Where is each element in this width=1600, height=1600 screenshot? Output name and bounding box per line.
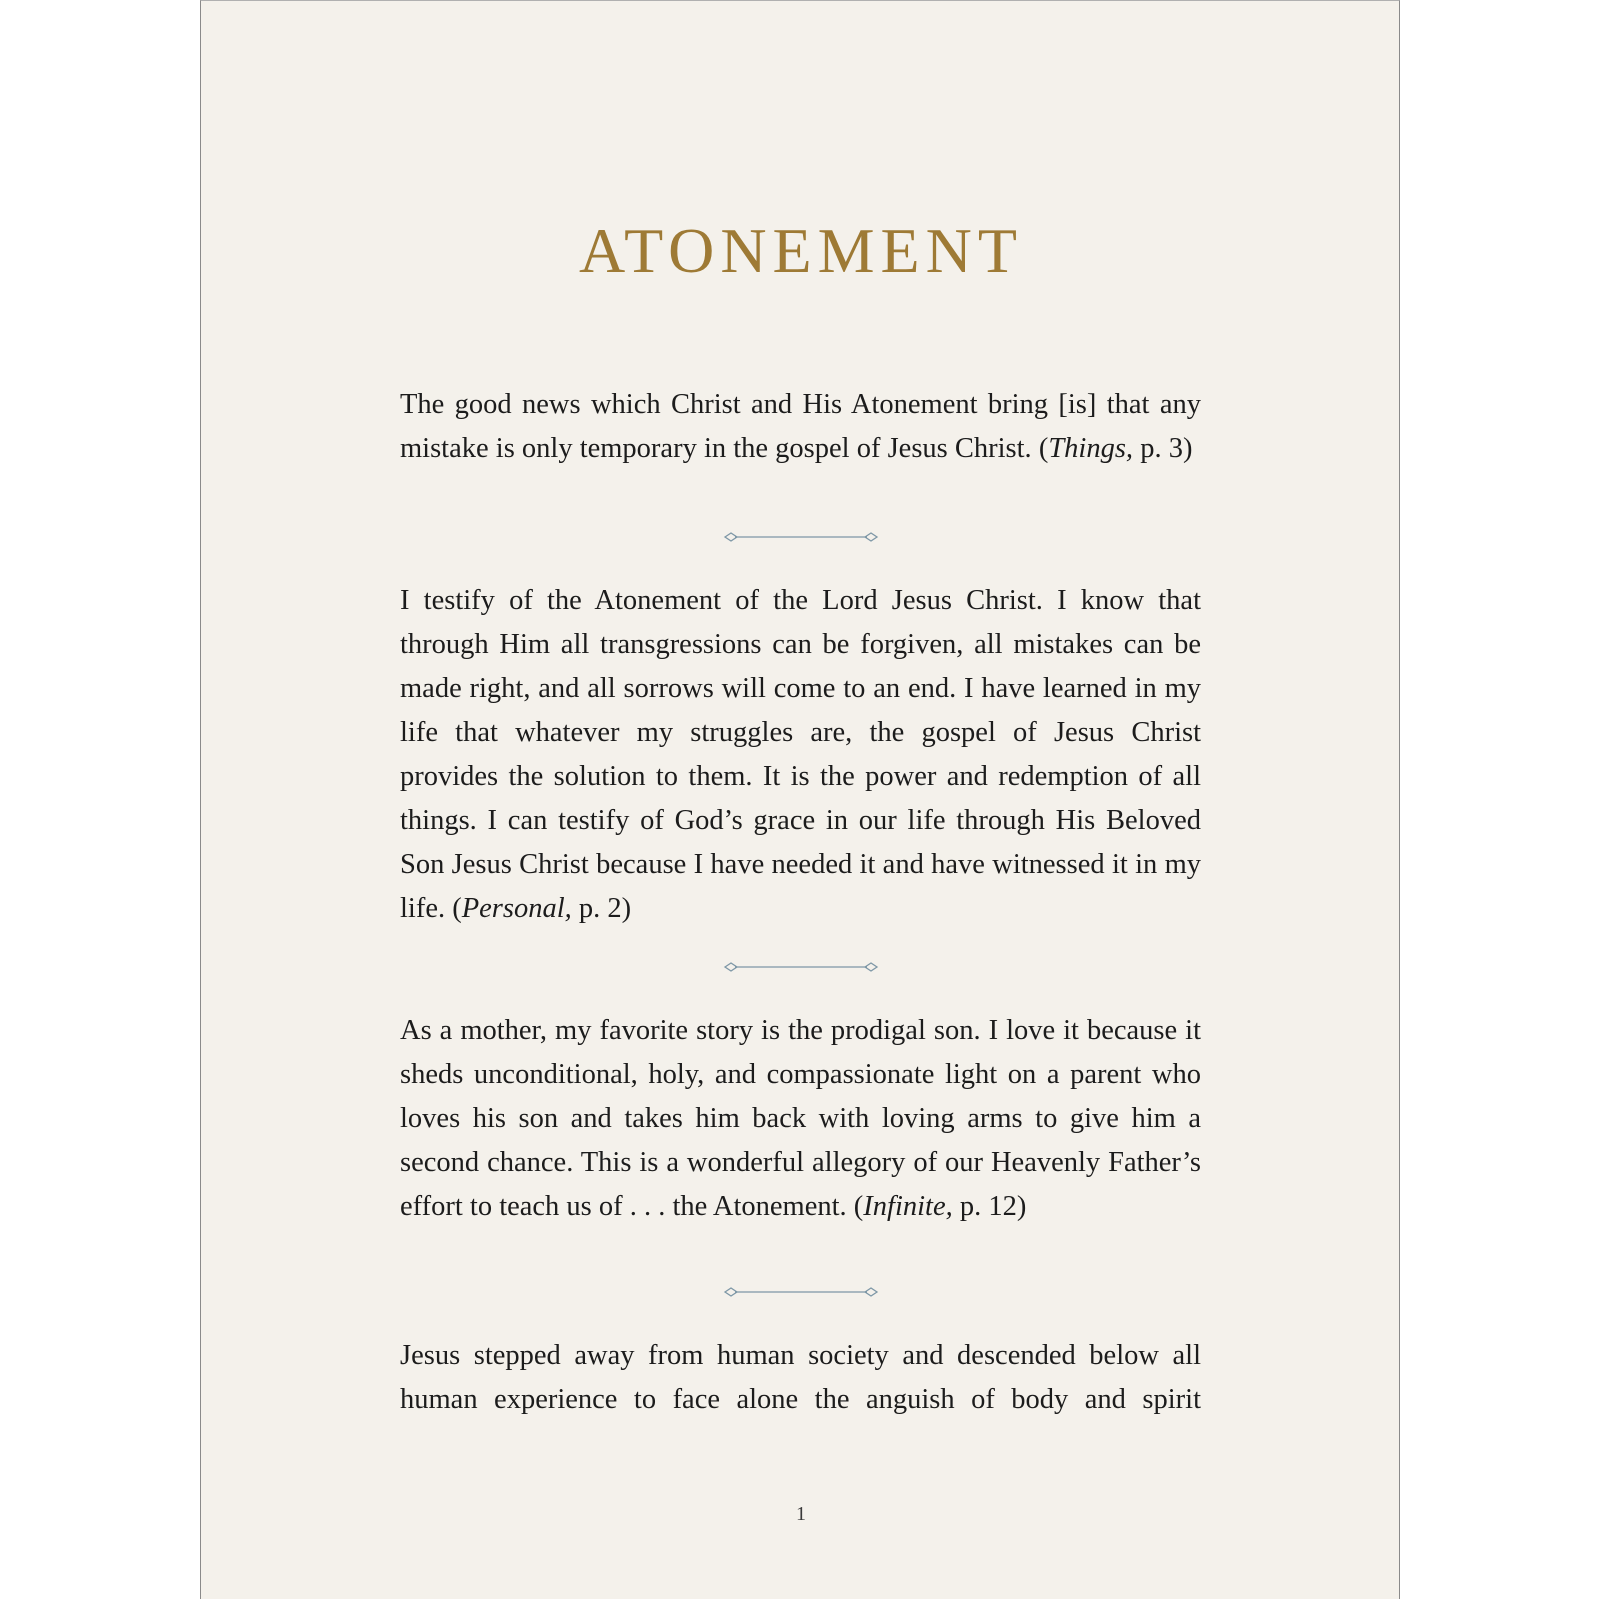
quote-entry-1 <box>400 383 1201 471</box>
divider-ornament-icon <box>723 960 879 974</box>
citation-title: Things, <box>1048 433 1134 464</box>
divider-ornament-icon <box>723 530 879 544</box>
book-page <box>200 0 1400 1599</box>
quote-entry-3 <box>400 1009 1201 1229</box>
quote-text: The good news which Christ and His Atonement bring [is] that any mistake is only temporary in the gospel of Jesus Christ. <box>400 389 1201 464</box>
page-number: 1 <box>796 1503 806 1525</box>
divider-ornament-icon <box>723 1285 879 1299</box>
quote-text: As a mother, my favorite story is the prodigal son. I love it because it sheds unconditional, holy, and compassionate light on a parent who loves his son and takes him back with loving arms to give him a second chance. This is a wonderful allegory of our Heavenly Father’s effort to teach us of . . . the Atonement. <box>400 1015 1201 1222</box>
quote-text: Jesus stepped away from human society and descended below all human experience to face alone the anguish of body and spirit <box>400 1340 1201 1415</box>
citation: (Things, p. 3) <box>1038 433 1193 464</box>
citation-title: Personal, <box>461 893 572 924</box>
page-title: ATONEMENT <box>579 215 1023 286</box>
citation: (Infinite, p. 12) <box>853 1191 1027 1222</box>
citation: (Personal, p. 2) <box>452 893 632 924</box>
quote-entry-4 <box>400 1334 1201 1422</box>
quote-entry-2 <box>400 579 1201 931</box>
citation-title: Infinite, <box>863 1191 953 1222</box>
quote-text: I testify of the Atonement of the Lord Jesus Christ. I know that through Him all transgressions can be forgiven, all mistakes can be made right, and all sorrows will come to an end. I have learned in my life that whatever my struggles are, the gospel of Jesus Christ provides the solution to them. It is the power and redemption of all things. I can testify of God’s grace in our life through His Beloved Son Jesus Christ because I have needed it and have witnessed it in my life. <box>400 585 1201 924</box>
